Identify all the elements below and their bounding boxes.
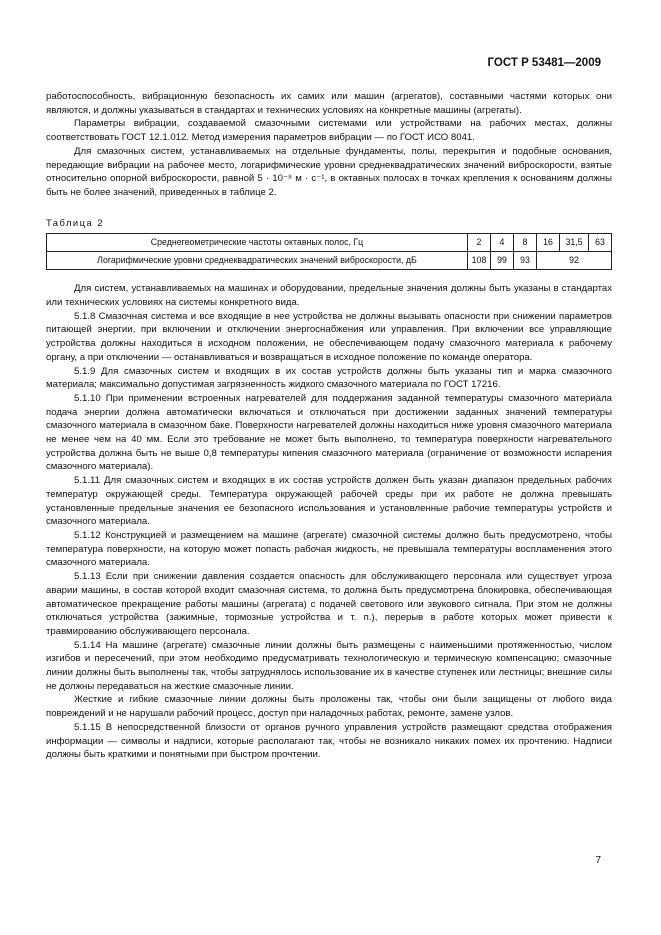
- table-cell: 63: [589, 234, 612, 252]
- table-cell: 108: [468, 252, 491, 270]
- table-row: [47, 252, 612, 270]
- table-cell: 31,5: [560, 234, 589, 252]
- table-cell: 93: [514, 252, 537, 270]
- page-number: 7: [595, 855, 601, 866]
- paragraph: Жесткие и гибкие смазочные линии должны быть проложены так, чтобы они были защищены от любого вида повреждений и не нарушали рабочий процесс, доступ при наладочных работах, ремонте, замене узлов.: [46, 694, 612, 720]
- table-cell: 92: [537, 252, 612, 270]
- paragraph: 5.1.9 Для смазочных систем и входящих в их состав устройств должны быть указаны тип и марка смазочного материала; максимально допустимая загрязненность жидкого смазочного материала по ГОСТ 17216.: [46, 365, 612, 391]
- table-cell: 8: [514, 234, 537, 252]
- table-cell: 4: [491, 234, 514, 252]
- table-cell: 2: [468, 234, 491, 252]
- paragraph: 5.1.8 Смазочная система и все входящие в нее устройства не должны вызывать опасности при снижении параметров питающей энергии, при включении и отключении энергоснабжения или управления. При включении все управляющие устройства должны находиться в исходном положении, не обеспечивающем подачу смазочного материала к рабочему органу, а при отключении — останавливаться и возвращаться в исходное положение по команде оператора.: [46, 310, 612, 363]
- paragraph: 5.1.11 Для смазочных систем и входящих в их состав устройств должен быть указан диапазон предельных рабочих температур окружающей среды. Температура окружающей рабочей среды при их работе не должна превышать установленные предельные значения ее безопасного использования и установленные рабочие температуры устройств и смазочного материала.: [46, 475, 612, 528]
- table-cell: 99: [491, 252, 514, 270]
- table-row-header: Логарифмические уровни среднеквадратических значений виброскорости, дБ: [47, 252, 468, 270]
- paragraph: работоспособность, вибрационную безопасность их самих или машин (агрегатов), составными частями которых они являются, и должны указываться в стандартах и технических условиях на конкретные машины (агрегаты).: [46, 91, 612, 116]
- table-row: [47, 234, 612, 252]
- table-row-header: Среднегеометрические частоты октавных полос, Гц: [47, 234, 468, 252]
- paragraph: 5.1.14 На машине (агрегате) смазочные линии должны быть размещены с наименьшими протяженностью, числом изгибов и пересечений, при этом необходимо предусматривать технологическую и термическую компенсацию; смазочные линии должны быть выполнены так, чтобы затруднялось использование их в качестве ступенек или лестницы; внешние силы не должны передаваться на жесткие смазочные линии.: [46, 639, 612, 692]
- paragraph: 5.1.10 При применении встроенных нагревателей для поддержания заданной температуры смазочного материала подача энергии должна автоматически включаться и отключаться при достижении заданных значений температуры смазочного материала в смазочном баке. Поверхности нагревателей должны находиться ниже уровня смазочного материала не менее чем на 40 мм. Если это требование не может быть выполнено, то температура поверхности нагревательного устройства должна быть не выше 0,8 температуры кипения смазочного материала (ограничение от возможности испарения смазочного материала).: [46, 392, 612, 473]
- document-body: [46, 90, 612, 762]
- paragraph: Параметры вибрации, создаваемой смазочными системами или устройствами на рабочих местах, должны соответствовать ГОСТ 12.1.012. Метод измерения параметров вибрации — по ГОСТ ИСО 8041.: [46, 118, 612, 144]
- paragraph: Для систем, устанавливаемых на машинах и оборудовании, предельные значения должны быть указаны в стандартах или технических условиях на системы конкретного вида.: [46, 283, 612, 309]
- vibration-table: [46, 233, 612, 270]
- paragraph: 5.1.15 В непосредственной близости от органов ручного управления устройств размещают средства отображения информации — символы и надписи, которые располагают так, чтобы не возникало никаких помех их прочтению. Надписи должны быть краткими и понятными при быстром прочтении.: [46, 721, 612, 761]
- paragraph: Для смазочных систем, устанавливаемых на отдельные фундаменты, полы, перекрытия и подобные основания, передающие вибрации на рабочее место, логарифмические уровни среднеквадратических значений виброскорости, взятые относительно опорной виброскорости, равной 5 · 10⁻⁸ м · с⁻¹, в октавных полосах в точках крепления к основаниям должны быть не более значений, приведенных в таблице 2.: [46, 145, 612, 198]
- paragraph: 5.1.12 Конструкцией и размещением на машине (агрегате) смазочной системы должно быть предусмотрено, чтобы температура поверхности, на которую может попасть рабочая жидкость, не превышала температуры воспламенения этого смазочного материала.: [46, 529, 612, 569]
- document-header-code: ГОСТ Р 53481—2009: [487, 57, 601, 69]
- paragraph: 5.1.13 Если при снижении давления создается опасность для обслуживающего персонала или существует угроза аварии машины, в состав которой входит смазочная система, то должна быть предусмотрена блокировка, обеспечивающая автоматическое прекращение работы машины (агрегата) с подачей светового или звукового сигнала. При этом не должны отключаться устройства (зажимные, тормозные устройства и т. п.), перерыв в работе которых может привести к травмированию обслуживающего персонала.: [46, 571, 612, 637]
- table-cell: 16: [537, 234, 560, 252]
- table-label: Таблица 2: [46, 216, 105, 228]
